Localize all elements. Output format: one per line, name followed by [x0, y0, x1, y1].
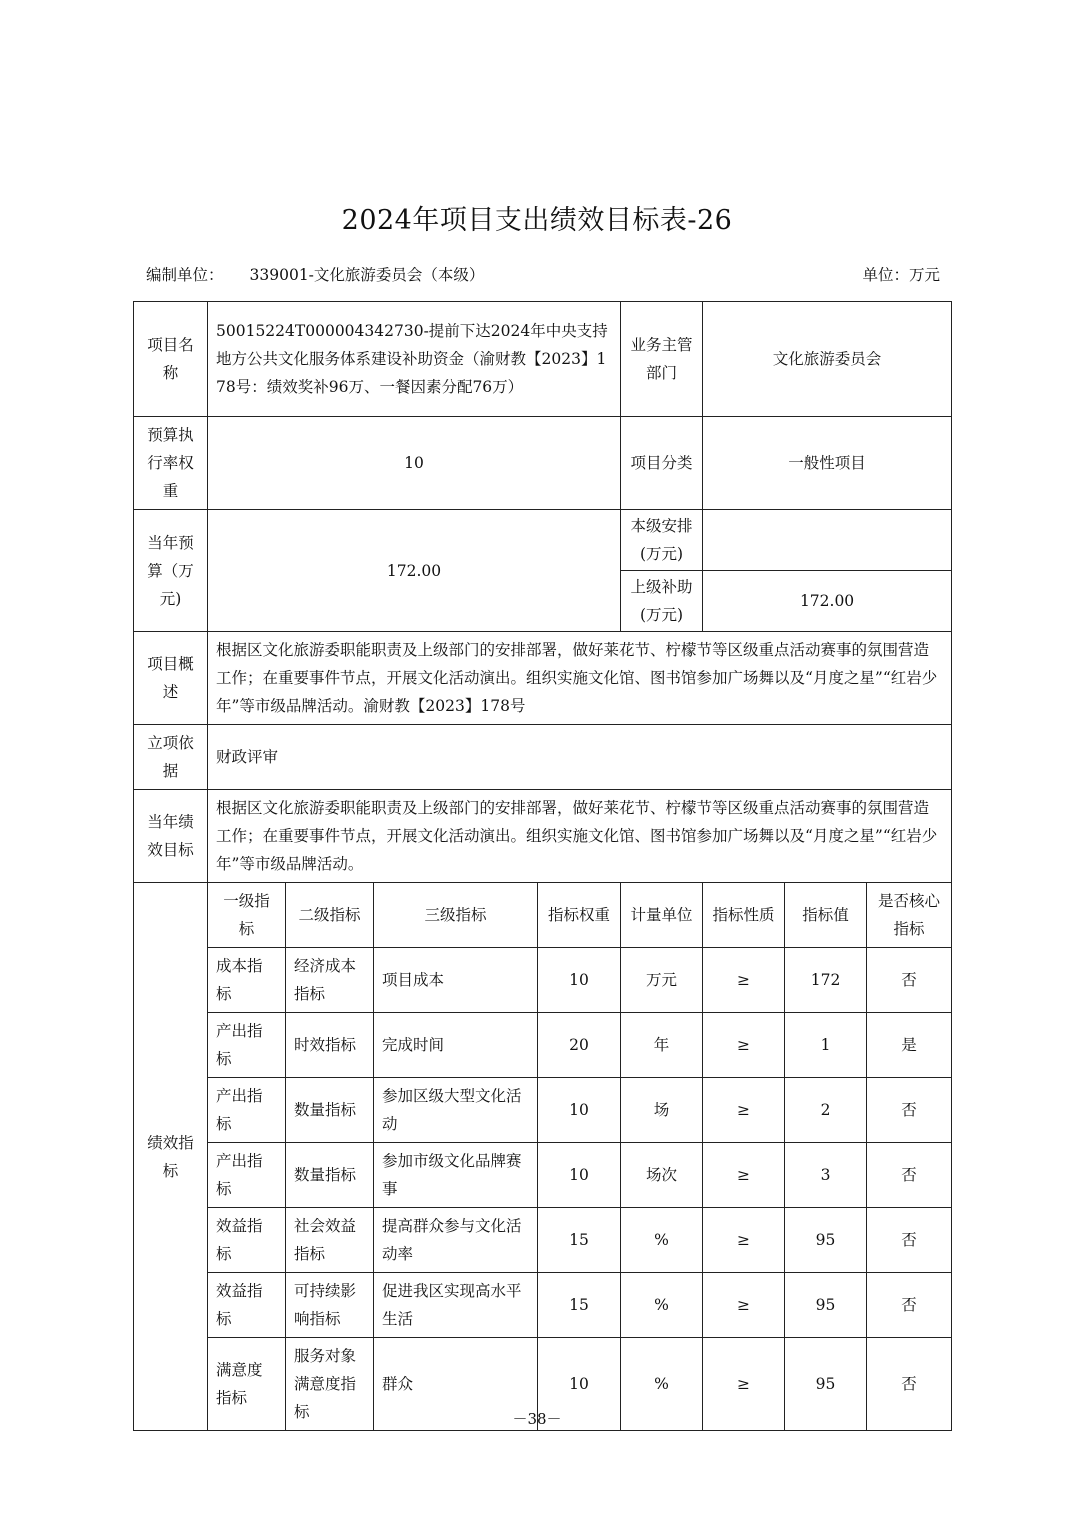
indicator-level2: 经济成本指标: [286, 948, 374, 1013]
local-value: [703, 510, 952, 571]
indicator-header-row: [134, 883, 952, 948]
indicator-nature: ≥: [703, 1078, 785, 1143]
indicator-level2: 数量指标: [286, 1078, 374, 1143]
indicator-unit: 年: [621, 1013, 703, 1078]
indicator-unit: %: [621, 1338, 703, 1431]
indicator-weight: 10: [538, 1078, 621, 1143]
exec-weight-label: 预算执行率权重: [134, 417, 208, 510]
indicator-level3: 提高群众参与文化活动率: [374, 1208, 538, 1273]
budget-label: 当年预算（万元): [134, 510, 208, 632]
indicator-weight: 10: [538, 948, 621, 1013]
indicator-level1: 产出指标: [208, 1143, 286, 1208]
row-exec-weight: [134, 417, 952, 510]
indicator-unit: 场: [621, 1078, 703, 1143]
indicator-value: 95: [785, 1273, 867, 1338]
indicator-value: 3: [785, 1143, 867, 1208]
upper-label: 上级补助(万元): [621, 571, 703, 632]
indicator-level3: 促进我区实现高水平生活: [374, 1273, 538, 1338]
header-level2: 二级指标: [286, 883, 374, 948]
indicator-value: 95: [785, 1338, 867, 1431]
indicator-value: 1: [785, 1013, 867, 1078]
indicator-value: 172: [785, 948, 867, 1013]
indicator-unit: 万元: [621, 948, 703, 1013]
indicator-level3: 完成时间: [374, 1013, 538, 1078]
exec-weight-value: 10: [208, 417, 621, 510]
indicator-weight: 10: [538, 1338, 621, 1431]
indicator-nature: ≥: [703, 1338, 785, 1431]
meta-line: [146, 263, 940, 285]
header-weight: 指标权重: [538, 883, 621, 948]
indicator-core: 否: [867, 1143, 952, 1208]
indicator-level2: 时效指标: [286, 1013, 374, 1078]
header-level3: 三级指标: [374, 883, 538, 948]
indicator-core: 否: [867, 1338, 952, 1431]
table-row: [134, 1013, 952, 1078]
goal-label: 当年绩效目标: [134, 790, 208, 883]
indicator-level1: 成本指标: [208, 948, 286, 1013]
indicator-level2: 社会效益指标: [286, 1208, 374, 1273]
indicator-core: 否: [867, 948, 952, 1013]
budget-value: 172.00: [208, 510, 621, 632]
row-project-name: [134, 302, 952, 417]
indicator-level3: 项目成本: [374, 948, 538, 1013]
page-number: －38－: [512, 1410, 562, 1428]
indicator-level2: 可持续影响指标: [286, 1273, 374, 1338]
indicator-level3: 参加区级大型文化活动: [374, 1078, 538, 1143]
table-row: [134, 948, 952, 1013]
project-name-value: 50015224T000004342730-提前下达2024年中央支持地方公共文化服务体系建设补助资金（渝财教【2023】178号：绩效奖补96万、一餐因素分配76万）: [208, 302, 621, 417]
table-row: [134, 1273, 952, 1338]
indicator-weight: 15: [538, 1273, 621, 1338]
dept-label: 业务主管部门: [621, 302, 703, 417]
project-name-label: 项目名称: [134, 302, 208, 417]
indicator-nature: ≥: [703, 1143, 785, 1208]
indicator-value: 95: [785, 1208, 867, 1273]
category-value: 一般性项目: [703, 417, 952, 510]
indicator-level2: 数量指标: [286, 1143, 374, 1208]
indicator-nature: ≥: [703, 1013, 785, 1078]
indicator-unit: %: [621, 1273, 703, 1338]
indicator-core: 否: [867, 1273, 952, 1338]
header-nature: 指标性质: [703, 883, 785, 948]
indicator-nature: ≥: [703, 1273, 785, 1338]
table-row: [134, 1208, 952, 1273]
indicator-unit: 场次: [621, 1143, 703, 1208]
indicator-level2: 服务对象满意度指标: [286, 1338, 374, 1431]
row-budget-local: [134, 510, 952, 571]
table-row: [134, 1143, 952, 1208]
header-unit: 计量单位: [621, 883, 703, 948]
indicator-level1: 产出指标: [208, 1078, 286, 1143]
performance-table: [133, 301, 952, 1431]
indicators-label: 绩效指标: [134, 883, 208, 1431]
indicator-nature: ≥: [703, 948, 785, 1013]
row-basis: [134, 725, 952, 790]
indicator-nature: ≥: [703, 1208, 785, 1273]
indicator-level3: 参加市级文化品牌赛事: [374, 1143, 538, 1208]
overview-label: 项目概述: [134, 632, 208, 725]
row-goal: [134, 790, 952, 883]
table-row: [134, 1078, 952, 1143]
indicator-core: 否: [867, 1208, 952, 1273]
basis-label: 立项依据: [134, 725, 208, 790]
indicator-level1: 效益指标: [208, 1208, 286, 1273]
indicator-weight: 10: [538, 1143, 621, 1208]
row-overview: [134, 632, 952, 725]
compile-unit-label: 编制单位：: [146, 266, 224, 284]
compile-unit: [146, 263, 484, 285]
currency-unit: 单位：万元: [862, 266, 940, 284]
header-core: 是否核心指标: [867, 883, 952, 948]
page-title: 2024年项目支出绩效目标表-26: [341, 205, 733, 236]
upper-value: 172.00: [703, 571, 952, 632]
basis-value: 财政评审: [208, 725, 952, 790]
indicator-level3: 群众: [374, 1338, 538, 1431]
dept-value: 文化旅游委员会: [703, 302, 952, 417]
goal-value: 根据区文化旅游委职能职责及上级部门的安排部署，做好莱花节、柠檬节等区级重点活动赛事的氛围营造工作；在重要事件节点，开展文化活动演出。组织实施文化馆、图书馆参加广场舞以及“月度之星”“红岩少年”等市级品牌活动。: [208, 790, 952, 883]
indicator-unit: %: [621, 1208, 703, 1273]
indicator-level1: 效益指标: [208, 1273, 286, 1338]
category-label: 项目分类: [621, 417, 703, 510]
indicator-weight: 20: [538, 1013, 621, 1078]
header-level1: 一级指标: [208, 883, 286, 948]
local-label: 本级安排(万元): [621, 510, 703, 571]
overview-value: 根据区文化旅游委职能职责及上级部门的安排部署，做好莱花节、柠檬节等区级重点活动赛事的氛围营造工作；在重要事件节点，开展文化活动演出。组织实施文化馆、图书馆参加广场舞以及“月度之星”“红岩少年”等市级品牌活动。渝财教【2023】178号: [208, 632, 952, 725]
indicator-value: 2: [785, 1078, 867, 1143]
indicator-core: 是: [867, 1013, 952, 1078]
indicator-weight: 15: [538, 1208, 621, 1273]
indicator-level1: 满意度指标: [208, 1338, 286, 1431]
compile-unit-name: 339001-文化旅游委员会（本级）: [249, 266, 485, 284]
header-value: 指标值: [785, 883, 867, 948]
indicator-level1: 产出指标: [208, 1013, 286, 1078]
indicator-core: 否: [867, 1078, 952, 1143]
